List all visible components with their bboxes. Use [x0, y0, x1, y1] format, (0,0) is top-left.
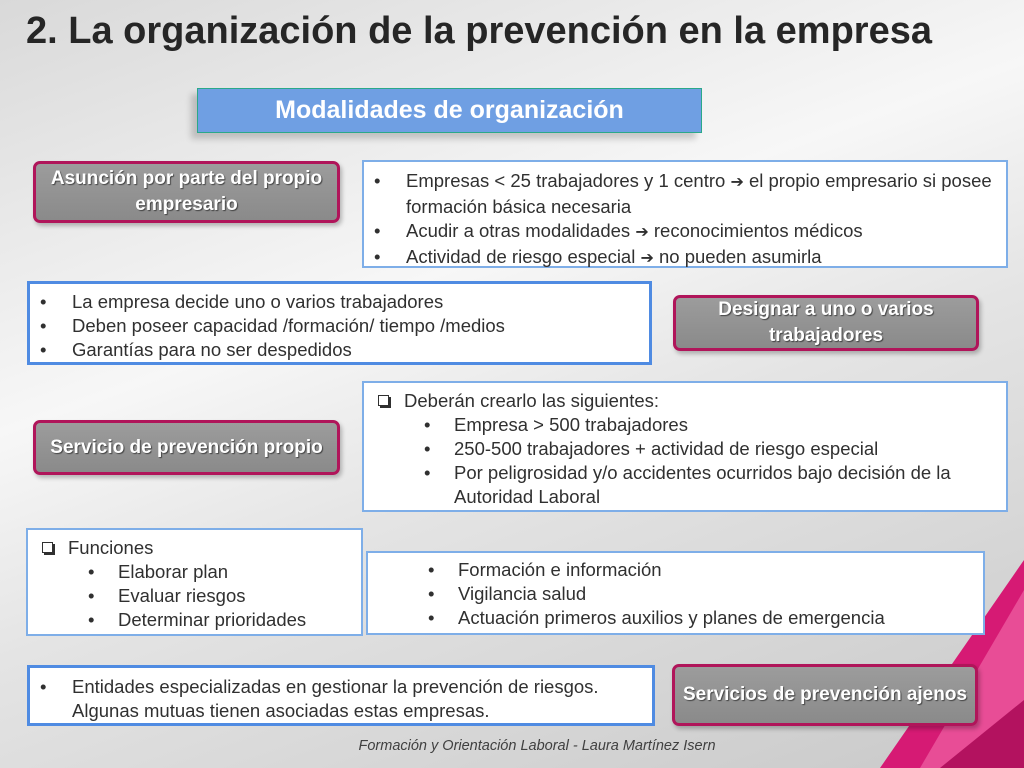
list-item: • Actuación primeros auxilios y planes de emergencia	[368, 606, 977, 630]
label-servicio-propio: Servicio de prevención propio	[33, 420, 340, 475]
funciones-box	[26, 528, 363, 636]
list-item: • Deben poseer capacidad /formación/ tiempo /medios	[30, 314, 639, 338]
asuncion-details-box	[362, 160, 1008, 268]
list-item: • La empresa decide uno o varios trabajadores	[30, 290, 639, 314]
list-item: • Por peligrosidad y/o accidentes ocurridos bajo decisión de la Autoridad Laboral	[364, 461, 996, 509]
checkbox-list-heading: Deberán crearlo las siguientes:	[364, 389, 996, 413]
propio-details-box	[362, 381, 1008, 512]
list-item: • Formación e información	[368, 558, 977, 582]
label-designar-trabajadores: Designar a uno o varios trabajadores	[673, 295, 979, 351]
list-item: • Entidades especializadas en gestionar la prevención de riesgos. Algunas mutuas tienen asociadas estas empresas.	[30, 675, 642, 723]
arrow-right-icon: ➔	[730, 174, 744, 191]
list-item: • Actividad de riesgo especial ➔ no pueden asumirla	[364, 245, 996, 271]
arrow-right-icon: ➔	[635, 224, 649, 241]
list-item: • Empresas < 25 trabajadores y 1 centro ➔ el propio empresario si posee formación básica necesaria	[364, 169, 996, 219]
list-item: • Acudir a otras modalidades ➔ reconocimientos médicos	[364, 219, 996, 245]
arrow-right-icon: ➔	[640, 250, 654, 267]
subtitle-box: Modalidades de organización	[197, 88, 702, 133]
list-item: • Elaborar plan	[28, 560, 355, 584]
designar-details-box	[27, 281, 652, 365]
list-item: • Vigilancia salud	[368, 582, 977, 606]
label-servicios-ajenos: Servicios de prevención ajenos	[672, 664, 978, 726]
list-item: • Empresa > 500 trabajadores	[364, 413, 996, 437]
slide-title: 2. La organización de la prevención en la empresa	[26, 10, 932, 52]
list-item: • Determinar prioridades	[28, 608, 355, 632]
checkbox-list-heading: Funciones	[28, 536, 355, 560]
slide-footer: Formación y Orientación Laboral - Laura Martínez Isern	[358, 738, 716, 754]
list-item: • Evaluar riesgos	[28, 584, 355, 608]
ajenos-details-box	[27, 665, 655, 726]
funciones-more-box	[366, 551, 985, 635]
list-item: • Garantías para no ser despedidos	[30, 338, 639, 362]
label-asuncion-empresario: Asunción por parte del propio empresario	[33, 161, 340, 223]
list-item: • 250-500 trabajadores + actividad de riesgo especial	[364, 437, 996, 461]
